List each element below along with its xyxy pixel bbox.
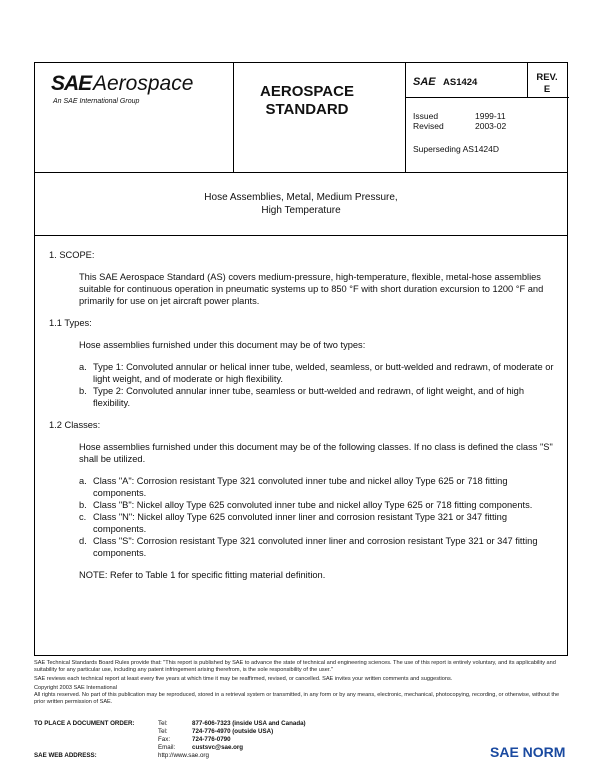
document-frame	[34, 62, 568, 656]
list-item-text: Class "A": Corrosion resistant Type 321 convoluted inner tube and nickel alloy Type 625 or 718 fitting components.	[93, 476, 508, 498]
footer-review: SAE reviews each technical report at least every five years at which time it may be reaffirmed, revised, or cancelled. SAE invites your written comments and suggestions.	[34, 676, 453, 682]
scope-heading: 1. SCOPE:	[49, 250, 95, 260]
sae-logo: SAE	[51, 72, 92, 95]
fax-value: 724-776-0790	[192, 736, 231, 743]
list-item-label: c.	[79, 512, 87, 522]
tel-label: Tel:	[158, 720, 168, 727]
document-title	[35, 191, 567, 217]
revised-value: 2003-02	[475, 121, 507, 131]
title-line1: Hose Assemblies, Metal, Medium Pressure,	[204, 192, 398, 203]
list-item-label: b.	[79, 500, 87, 510]
list-item-label: a.	[79, 362, 87, 372]
sae-norm-logo	[490, 744, 565, 760]
revision-box	[529, 72, 565, 96]
scope-text: This SAE Aerospace Standard (AS) covers medium-pressure, high-temperature, flexible, metal-hose assemblies suitable for continuous operation in pneumatic systems up to 850 °F with short duration excursion to 1200 °F and primarily for use on jet aircraft power plants.	[79, 272, 544, 306]
classes-heading: 1.2 Classes:	[49, 420, 101, 430]
list-item-label: b.	[79, 386, 87, 396]
types-intro: Hose assemblies furnished under this document may be of two types:	[79, 340, 366, 350]
standard-title-line2: STANDARD	[265, 101, 349, 118]
standard-title-line1: AEROSPACE	[260, 83, 354, 100]
email-label: Email:	[158, 744, 176, 751]
list-item	[49, 385, 557, 409]
divider	[405, 63, 406, 173]
title-divider	[35, 235, 567, 236]
footer-rights: All rights reserved. No part of this publication may be reproduced, stored in a retrieval system or transmitted, in any form or by any means, electronic, mechanical, photocopying, recording, or otherwise, without the prior written permission of SAE.	[34, 692, 560, 705]
list-item	[49, 361, 557, 385]
issued-label: Issued	[413, 111, 439, 121]
order-label: TO PLACE A DOCUMENT ORDER:	[34, 720, 135, 727]
tel-value: 877-606-7323 (inside USA and Canada)	[192, 720, 306, 727]
aerospace-logo-text: Aerospace	[93, 72, 194, 95]
divider	[233, 63, 234, 173]
sae-mark: SAE	[413, 76, 436, 88]
logo-subtitle: An SAE International Group	[53, 98, 140, 105]
footer-copyright: Copyright 2003 SAE International	[34, 685, 118, 691]
issued-value: 1999-11	[475, 111, 506, 121]
email-link[interactable]: custsvc@sae.org	[192, 744, 244, 751]
sae-norm-text: SAE NORM	[490, 744, 566, 760]
divider	[405, 97, 569, 98]
list-item-text: Type 2: Convoluted annular inner tube, seamless or butt-welded and redrawn, of light weight, and of high flexibility.	[93, 386, 525, 408]
classes-intro: Hose assemblies furnished under this document may be of the following classes. If no class is defined the class "S" shall be utilized.	[79, 442, 553, 464]
list-item	[49, 511, 557, 535]
list-item	[49, 475, 557, 499]
list-item-label: a.	[79, 476, 87, 486]
list-item-text: Type 1: Convoluted annular or helical inner tube, welded, seamless, or butt-welded and redrawn, of moderate or light weight, and of moderate or high flexibility.	[93, 362, 554, 384]
title-line2: High Temperature	[261, 205, 341, 216]
footer-legal	[34, 660, 570, 706]
revision-value: E	[543, 84, 551, 95]
revised-label: Revised	[413, 121, 444, 131]
list-item-text: Class "S": Corrosion resistant Type 321 convoluted inner liner and corrosion resistant Type 321 or 347 fitting components.	[93, 536, 538, 558]
fax-label: Fax:	[158, 736, 171, 743]
footer-rules: SAE Technical Standards Board Rules provide that: "This report is published by SAE to advance the state of technical and engineering sciences. The use of this report is entirely voluntary, and its applicability and suitability for any particular use, including any patent infringement arising therefrom, is the sole responsibility of the user."	[34, 660, 556, 673]
web-label: SAE WEB ADDRESS:	[34, 752, 97, 759]
revision-label: REV.	[536, 72, 558, 83]
list-item	[49, 535, 557, 559]
list-item-label: d.	[79, 536, 87, 546]
list-item-text: Class "N": Nickel alloy Type 625 convoluted inner liner and corrosion resistant Type 321 or 347 fitting components.	[93, 512, 507, 534]
web-link[interactable]: http://www.sae.org	[158, 752, 209, 759]
document-number: AS1424	[443, 77, 478, 88]
divider	[527, 63, 528, 97]
standard-title	[247, 83, 367, 119]
document-body	[49, 249, 557, 591]
list-item-text: Class "B": Nickel alloy Type 625 convoluted inner tube and nickel alloy Type 625 or 718 fitting components.	[93, 500, 533, 510]
superseding: Superseding AS1424D	[413, 144, 500, 154]
header-block	[35, 63, 567, 173]
types-heading: 1.1 Types:	[49, 318, 92, 328]
list-item	[49, 499, 557, 511]
tel2-value: 724-776-4970 (outside USA)	[192, 728, 274, 735]
classes-note: NOTE: Refer to Table 1 for specific fitting material definition.	[79, 570, 326, 580]
tel2-label: Tel:	[158, 728, 168, 735]
